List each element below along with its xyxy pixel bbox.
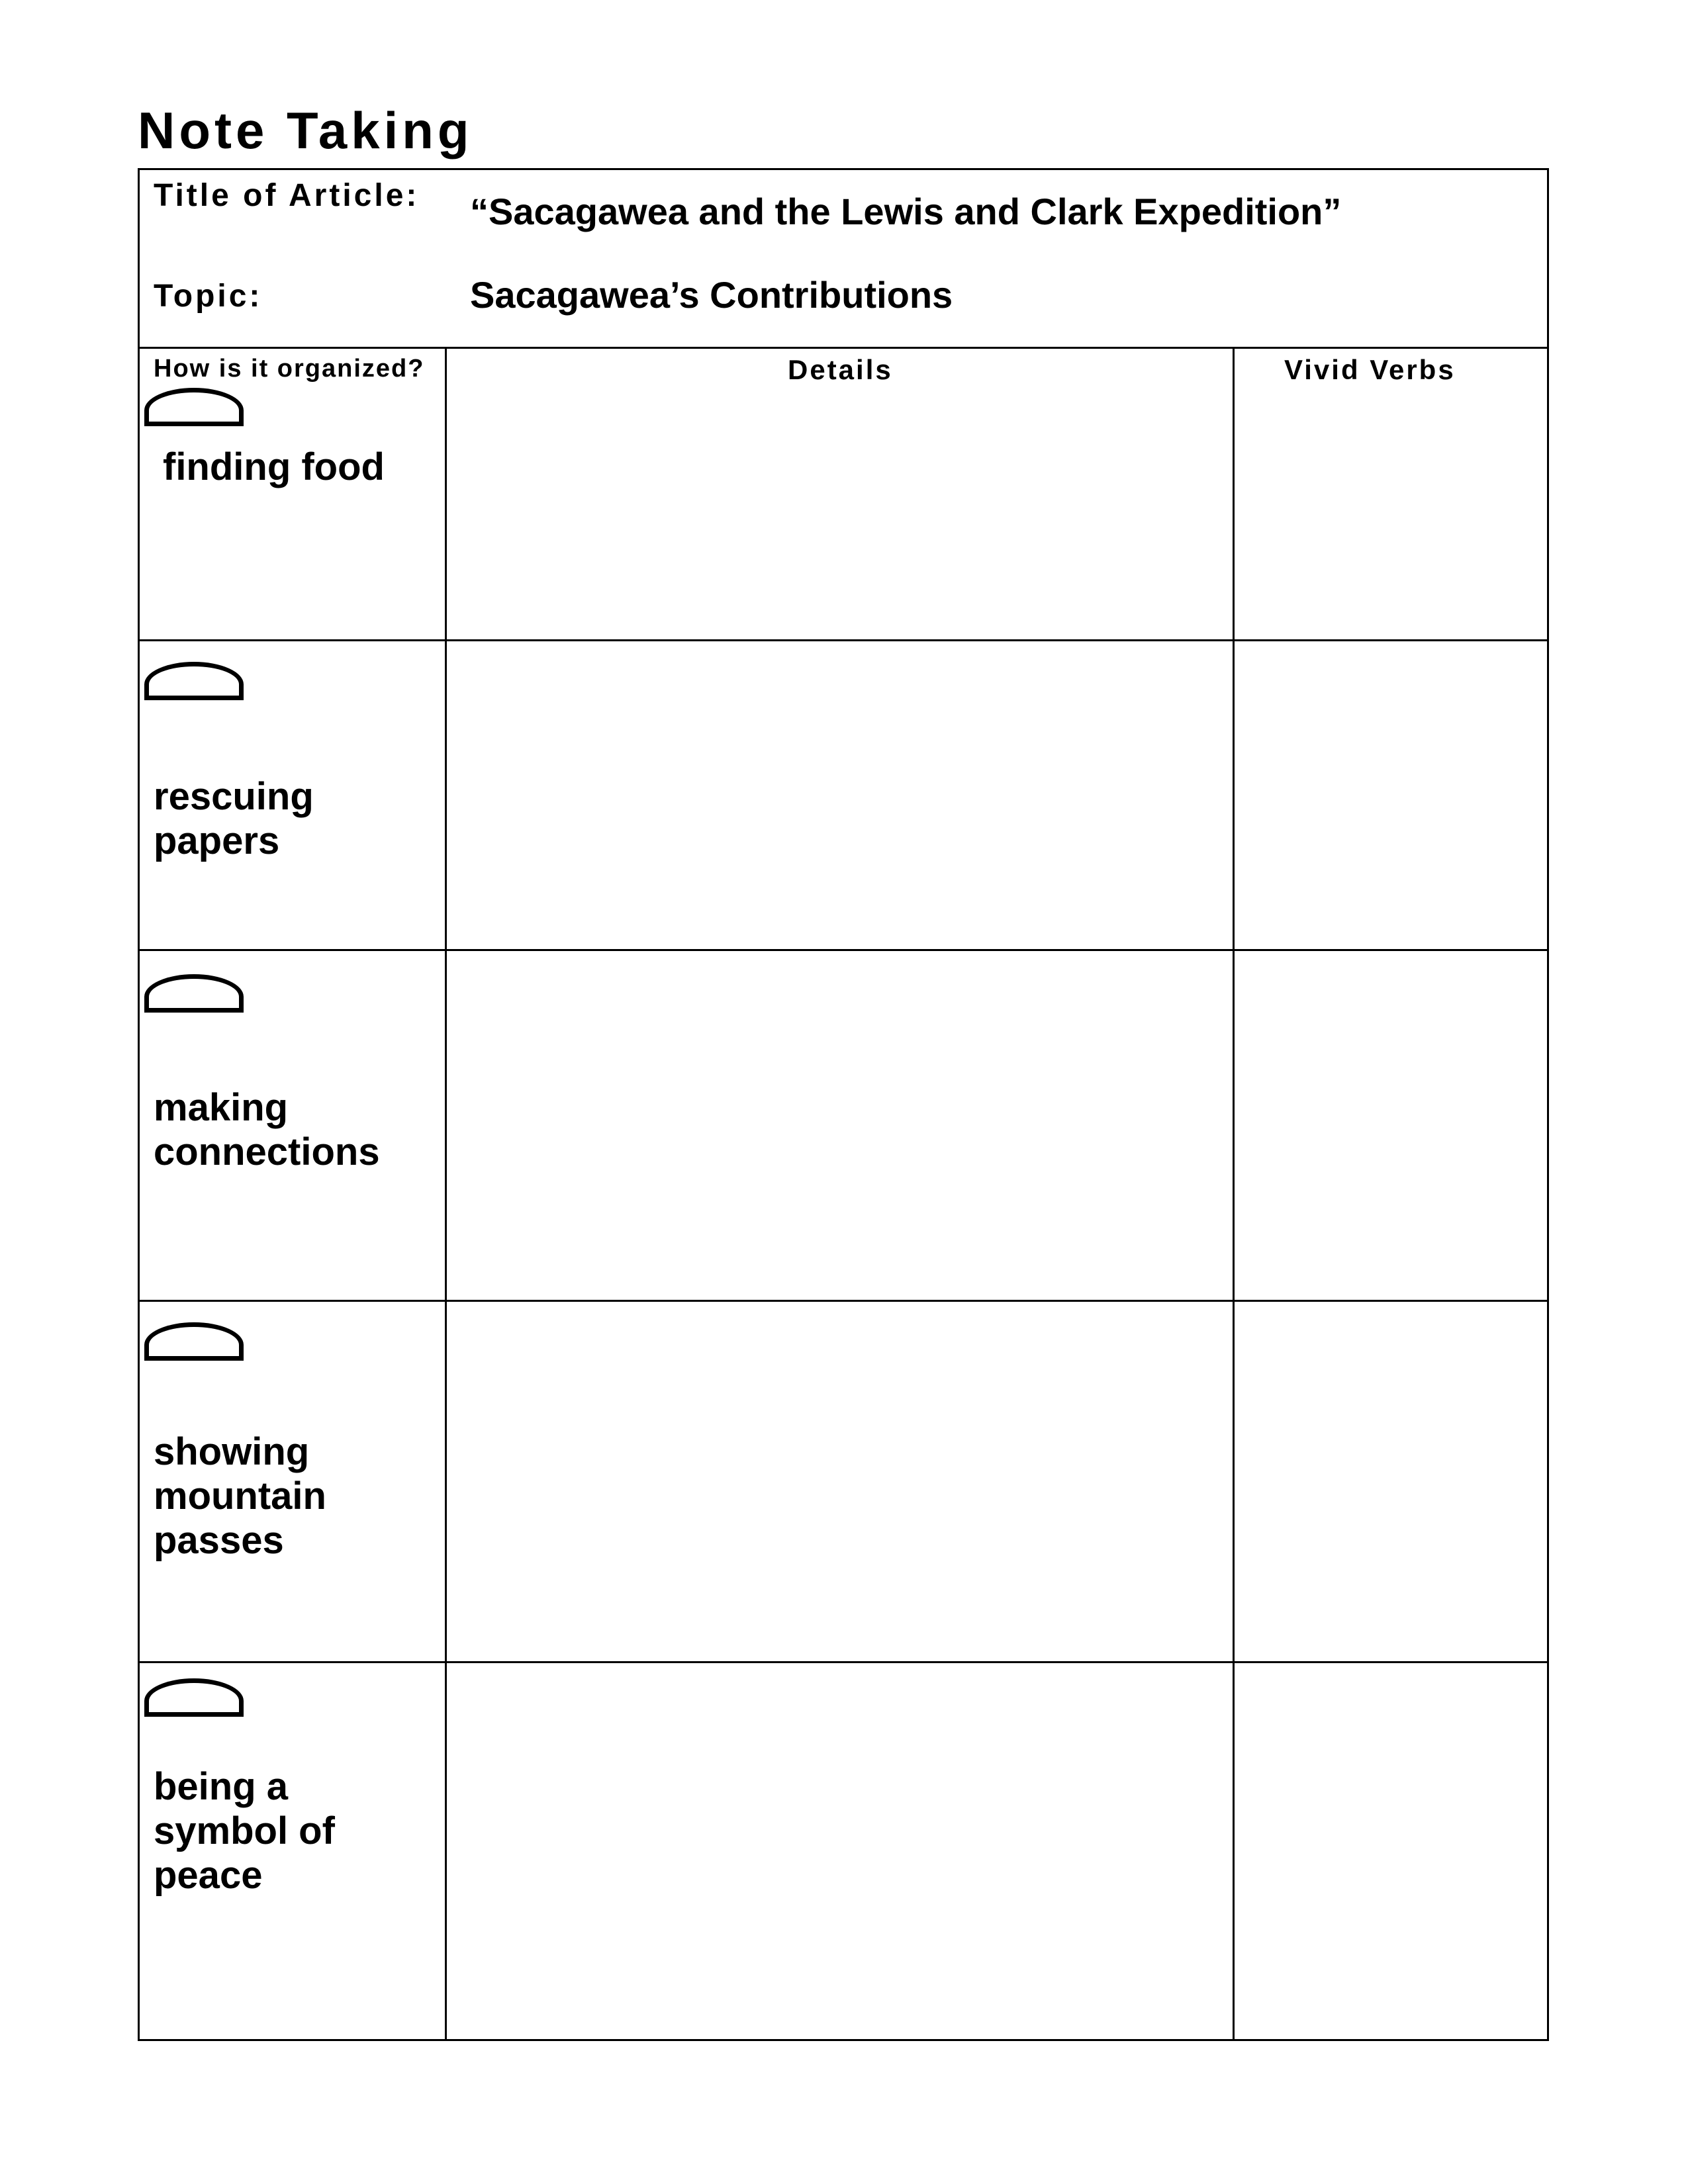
topic-value: Sacagawea’s Contributions bbox=[470, 274, 953, 316]
page-title: Note Taking bbox=[138, 101, 473, 159]
row-label-making-connections: making connections bbox=[154, 1086, 380, 1173]
article-title-value: “Sacagawea and the Lewis and Clark Expedition” bbox=[470, 191, 1342, 232]
vivid-verbs-cell[interactable] bbox=[1235, 951, 1549, 1300]
row-label-showing-mountain-passes: showing mountain passes bbox=[154, 1430, 326, 1562]
details-column-header: Details bbox=[788, 354, 893, 385]
vivid-verbs-cell[interactable] bbox=[1235, 349, 1549, 639]
details-cell[interactable] bbox=[447, 641, 1233, 949]
topic-label: Topic: bbox=[154, 279, 263, 314]
row-label-rescuing-papers: rescuing papers bbox=[154, 775, 314, 862]
row-label-symbol-of-peace: being a symbol of peace bbox=[154, 1765, 335, 1897]
details-cell[interactable] bbox=[447, 1663, 1233, 2039]
details-cell[interactable] bbox=[447, 951, 1233, 1300]
vivid-verbs-cell[interactable] bbox=[1235, 1302, 1549, 1661]
details-cell[interactable] bbox=[447, 1302, 1233, 1661]
row-label-finding-food: finding food bbox=[163, 445, 385, 488]
vivid-verbs-column-header: Vivid Verbs bbox=[1284, 354, 1456, 385]
details-cell[interactable] bbox=[447, 349, 1233, 639]
article-title-label: Title of Article: bbox=[154, 178, 420, 213]
vivid-verbs-cell[interactable] bbox=[1235, 641, 1549, 949]
vivid-verbs-cell[interactable] bbox=[1235, 1663, 1549, 2039]
organized-column-header: How is it organized? bbox=[154, 355, 425, 383]
